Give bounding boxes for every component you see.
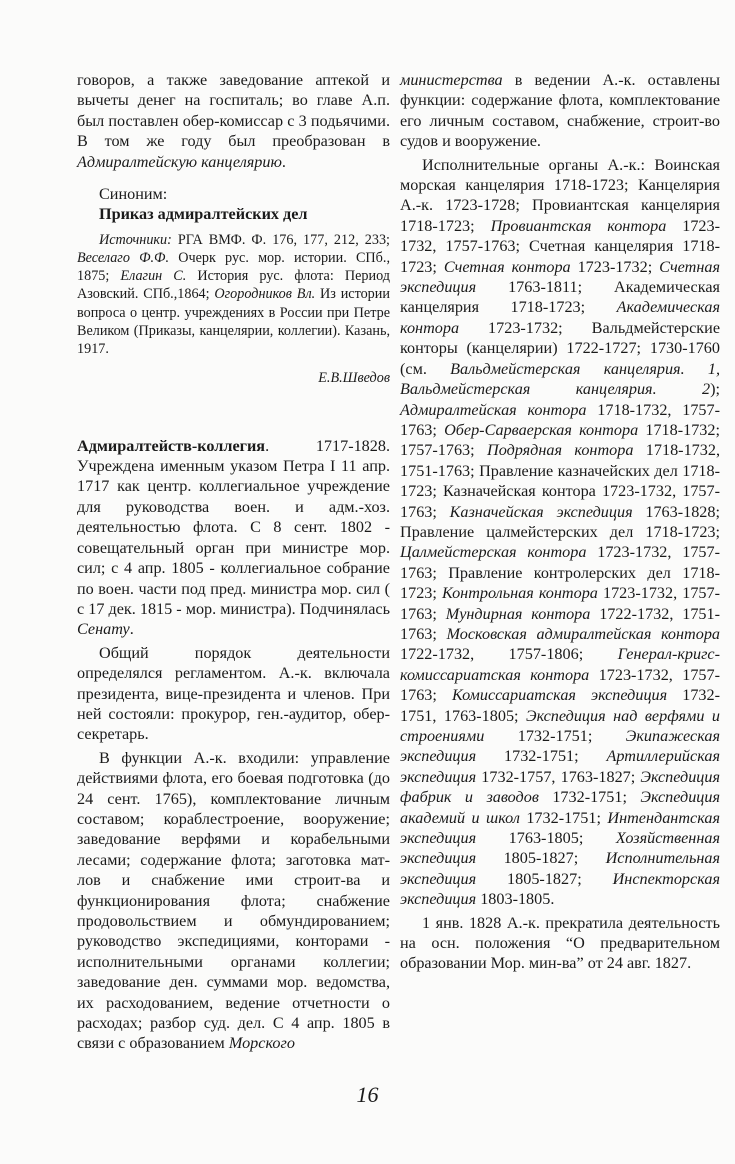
italic-term: Источники:	[99, 231, 172, 248]
entry-separator	[77, 389, 390, 436]
sources-paragraph	[77, 231, 390, 358]
text-run: говоров, а также заведование аптекой и вычеты денег на госпиталь; во главе А.п. был поставлен обер-комиссар с 3 подьячими. В том же году был преобразован в	[77, 71, 390, 151]
italic-term: Исполнительная экспедиция	[400, 849, 720, 888]
text-run: 1763-1811; Академическая канцелярия 1718-1723;	[400, 278, 720, 317]
italic-term: Цалмейстерская контора	[400, 543, 587, 562]
italic-term: Веселаго Ф.Ф.	[77, 250, 170, 267]
paragraph-executive-organs	[400, 155, 720, 910]
paragraph-functions	[77, 748, 390, 1054]
italic-term: Экспедиция академий и школ	[400, 788, 720, 827]
text-run: 1732-1751;	[538, 788, 641, 807]
italic-term: Академическая контора	[400, 298, 720, 337]
text-run: 1722-1732, 1751-1763;	[400, 604, 721, 643]
italic-term: Мундирная контора	[445, 604, 591, 623]
text-run: 1718-1732; 1757-1763;	[400, 420, 720, 460]
italic-term: Артиллерийская экспедиция	[400, 747, 720, 786]
italic-term: Огородников Вл.	[214, 286, 316, 303]
text-run: 1805-1827;	[476, 849, 606, 868]
italic-term: Подрядная контора	[487, 441, 634, 460]
text-run: 1723-1732, 1757-1763; Правление контролерских дел 1718-1723;	[400, 543, 720, 603]
text-run: 1723-1732; Вальдмейстерские конторы (канцелярии) 1722-1727; 1730-1760 (см.	[400, 318, 720, 378]
text-run: 1803-1805.	[476, 890, 555, 909]
text-run: в ведении А.-к. оставлены функции: содержание флота, комплектование его личным составом, снабжение, строит-во судов и вооружение.	[400, 71, 720, 151]
text-run: 1722-1732, 1757-1806;	[400, 645, 618, 664]
italic-term: Экипажеская экспедиция	[400, 727, 720, 766]
italic-term: Комиссариатская экспедиция	[451, 686, 668, 705]
text-run: 1718-1732, 1757-1763;	[400, 400, 720, 439]
italic-term: Счетная экспедиция	[400, 257, 720, 297]
text-run: РГА ВМФ. Ф. 176, 177, 212, 233;	[171, 231, 390, 248]
paragraph-order: Общий порядок деятельности определялся регламентом. А.-к. включала президента, вице-президента и членов. При ней состояли: прокурор, ген.-аудитор, обер-секретарь.	[77, 643, 390, 744]
entry-intro-text	[77, 437, 390, 639]
italic-term: Обер-Сарваерская контора	[444, 420, 639, 439]
text-run: 1723-1732, 1757-1763;	[400, 665, 720, 705]
italic-term: Елагин С.	[120, 268, 187, 285]
text-run: 1763-1828; Правление цалмейстерских дел 1718-1723;	[400, 502, 720, 541]
entry-title: Адмиралтейств-коллегия	[77, 436, 266, 455]
continuation-paragraph-right	[400, 70, 720, 152]
italic-term: Сенату	[77, 620, 130, 639]
text-run: В функции А.-к. входили: управление действиями флота, его боевая подготовка (до 24 сент. 1765), комплектование личным составом; кораблестроение, вооружение; заведование верфями и корабельными лесами; содержание флота; заготовка мат-лов и снабжение ими строит-ва и функционирования флота; снабжение продовольствием и обмундированием; руководство экспедициями, конторами - исполнительными органами коллегии; заведование ден. суммами мор. ведомства, их расходованием, ведение отчетности о расходах; разбор суд. дел. С 4 апр. 1805 в связи с образованием	[77, 748, 390, 1053]
italic-term: Контрольная контора	[441, 584, 598, 603]
right-column	[400, 70, 720, 974]
text-run: .	[129, 620, 134, 639]
text-run: 1732-1757, 1763-1827;	[476, 767, 641, 786]
text-run: История рус. флота: Период Азовский. СПб.,1864;	[77, 268, 390, 303]
page-number: 16	[356, 1082, 379, 1107]
italic-term: Экспедиция над верфями и строениями	[400, 706, 720, 745]
text-run: 1732-1751, 1763-1805;	[400, 686, 720, 725]
italic-term: Инспекторская экспедиция	[400, 869, 720, 909]
italic-term: министерства	[400, 71, 503, 89]
continuation-paragraph	[77, 70, 390, 172]
paragraph-termination: 1 янв. 1828 А.-к. прекратила деятельность на осн. положения “О предварительном образовании Мор. мин-ва” от 24 авг. 1827.	[400, 913, 720, 973]
text-run: 1723-1732;	[570, 257, 660, 276]
text-run: .	[281, 152, 286, 171]
text-run: . 1717-1828. Учреждена именным указом Петра I 11 апр. 1717 как центр. коллегиальное учреждение для руководства воен. и адм.-хоз. деятельностью флота. С 8 сент. 1802 - совещательный орган при министре мор. сил; с 4 апр. 1805 - коллегиальное собрание по воен. части под пред. министра мор. сил ( с 17 дек. 1815 - мор. министра). Подчинялась	[77, 436, 390, 618]
italic-term: Генерал-кригс-комиссариатская контора	[400, 645, 720, 684]
text-run: 1723-1732, 1757-1763;	[400, 584, 720, 623]
italic-term: Интендантская экспедиция	[400, 808, 720, 848]
italic-term: Казначейская экспедиция	[449, 502, 633, 521]
italic-term: Провиантская контора	[490, 216, 667, 235]
text-run: );	[710, 380, 720, 399]
text-run: 1732-1751;	[484, 727, 626, 745]
text-run: 1763-1805;	[476, 829, 616, 848]
text-run: 1805-1827;	[476, 869, 613, 888]
italic-term: Московская адмиралтейская контора	[446, 624, 721, 643]
text-run: 1723-1732, 1757-1763; Счетная канцелярия 1718-1723;	[400, 216, 721, 276]
italic-term: Экспедиция фабрик и заводов	[400, 767, 720, 807]
entry-intro-paragraph	[77, 436, 390, 640]
italic-term: Счетная контора	[443, 257, 571, 276]
text-run: Очерк рус. мор. истории. СПб., 1875;	[77, 250, 390, 285]
synonym-label: Синоним:	[99, 185, 168, 204]
text-run: 1718-1732, 1751-1763; Правление казначейских дел 1718-1723; Казначейская контора 1723-1732, 1757-1763;	[400, 441, 720, 521]
author-signature: Е.В.Шведов	[318, 370, 390, 387]
italic-term: Адмиралтейская контора	[400, 400, 587, 419]
italic-term: Вальдмейстерская канцелярия. 1, Вальдмейстерская канцелярия. 2	[400, 359, 720, 399]
text-run: Исполнительные органы А.-к.: Воинская морская канцелярия 1718-1723; Канцелярия А.-к. 1723-1728; Провиантская канцелярия 1718-1723;	[400, 155, 720, 235]
italic-term: Морского	[228, 1034, 295, 1053]
synonym-value: Приказ адмиралтейских дел	[99, 205, 308, 224]
italic-term: Адмиралтейскую канцелярию	[77, 152, 282, 171]
italic-term: Хозяйственная экспедиция	[400, 829, 720, 868]
left-column	[77, 70, 390, 1054]
text-run: 1732-1751;	[519, 808, 608, 827]
text-run: Из истории вопроса о центр. учреждениях в России при Петре Великом (Приказы, канцелярии, коллегии). Казань, 1917.	[77, 286, 390, 358]
text-run: 1732-1751;	[476, 747, 607, 766]
